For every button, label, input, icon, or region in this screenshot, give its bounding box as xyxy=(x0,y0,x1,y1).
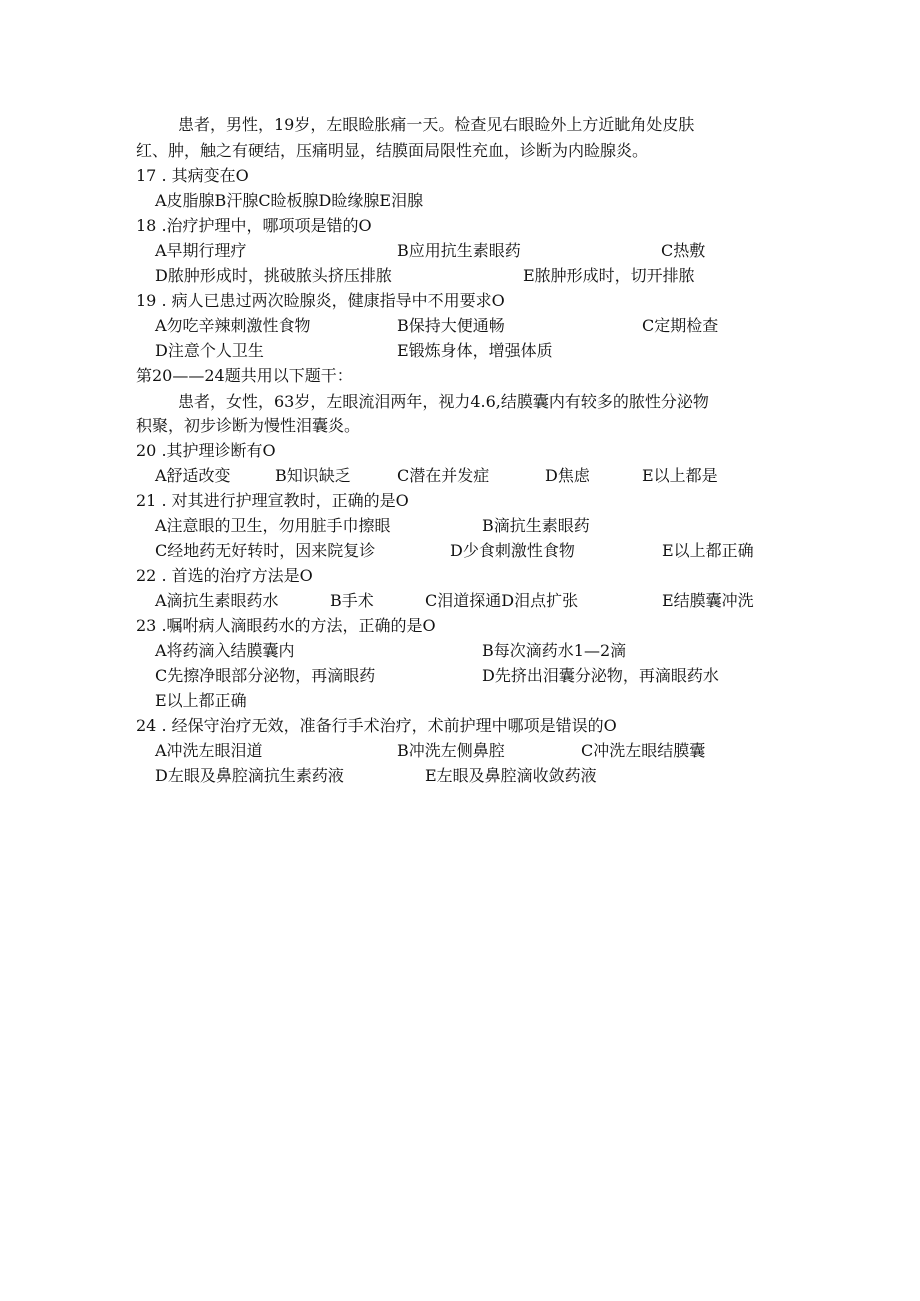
question-20-option-c: C潜在并发症 xyxy=(397,466,490,485)
question-23-option-b: B每次滴药水1—2滴 xyxy=(482,641,627,660)
question-18-option-b: B应用抗生素眼药 xyxy=(397,241,521,260)
question-23-option-d: D先挤出泪囊分泌物，再滴眼药水 xyxy=(482,666,719,685)
question-20-option-e: E以上都是 xyxy=(642,466,718,485)
case1-intro-line2: 红、肿，触之有硬结，压痛明显，结膜面局限性充血，诊断为内睑腺炎。 xyxy=(136,141,649,160)
question-22-stem: 22 . 首选的治疗方法是O xyxy=(136,566,313,585)
question-19-option-b: B保持大便通畅 xyxy=(397,316,505,335)
question-19-option-c: C定期检查 xyxy=(642,316,719,335)
question-21-option-b: B滴抗生素眼药 xyxy=(482,516,590,535)
group-heading-20-24: 第20——24题共用以下题干： xyxy=(136,366,353,385)
question-24-option-b: B冲洗左侧鼻腔 xyxy=(397,741,505,760)
question-22-option-e: E结膜囊冲洗 xyxy=(662,591,754,610)
question-24-stem: 24 . 经保守治疗无效，准备行手术治疗，术前护理中哪项是错误的O xyxy=(136,716,617,735)
question-22-option-cd: C泪道探通D泪点扩张 xyxy=(425,591,579,610)
question-18-option-a: A早期行理疗 xyxy=(155,241,247,260)
case1-intro-line1: 患者，男性，19岁，左眼睑胀痛一天。检查见右眼睑外上方近眦角处皮肤 xyxy=(178,115,695,134)
case2-intro-line2: 积聚，初步诊断为慢性泪囊炎。 xyxy=(136,416,361,435)
question-24-option-c: C冲洗左眼结膜囊 xyxy=(581,741,706,760)
question-19-option-d: D注意个人卫生 xyxy=(155,341,264,360)
question-21-option-d: D少食刺激性食物 xyxy=(450,541,575,560)
case2-intro-line1: 患者，女性，63岁，左眼流泪两年，视力4.6,结膜囊内有较多的脓性分泌物 xyxy=(178,392,709,411)
question-19-option-a: A勿吃辛辣刺激性食物 xyxy=(155,316,311,335)
question-21-option-c: C经地药无好转时，因来院复诊 xyxy=(155,541,376,560)
question-20-stem: 20 .其护理诊断有O xyxy=(136,441,276,460)
question-17-options: A皮脂腺B汗腺C睑板腺D睑缘腺E泪腺 xyxy=(155,191,424,210)
question-23-option-c: C先擦净眼部分泌物，再滴眼药 xyxy=(155,666,376,685)
question-22-option-a: A滴抗生素眼药水 xyxy=(155,591,279,610)
question-21-option-e: E以上都正确 xyxy=(662,541,754,560)
question-21-option-a: A注意眼的卫生，勿用脏手巾擦眼 xyxy=(155,516,391,535)
question-20-option-b: B知识缺乏 xyxy=(275,466,351,485)
question-20-option-d: D焦虑 xyxy=(545,466,590,485)
question-18-option-e: E脓肿形成时，切开排脓 xyxy=(523,266,695,285)
question-23-option-e: E以上都正确 xyxy=(155,691,247,710)
question-24-option-a: A冲洗左眼泪道 xyxy=(155,741,263,760)
question-18-option-c: C热敷 xyxy=(661,241,706,260)
question-17-stem: 17 . 其病变在O xyxy=(136,166,249,185)
question-23-option-a: A将药滴入结膜囊内 xyxy=(155,641,295,660)
question-18-option-d: D脓肿形成时，挑破脓头挤压排脓 xyxy=(155,266,392,285)
question-24-option-e: E左眼及鼻腔滴收敛药液 xyxy=(425,766,597,785)
question-20-option-a: A舒适改变 xyxy=(155,466,231,485)
question-23-stem: 23 .嘱咐病人滴眼药水的方法，正确的是O xyxy=(136,616,436,635)
question-19-option-e: E锻炼身体，增强体质 xyxy=(397,341,553,360)
question-19-stem: 19 . 病人已患过两次睑腺炎，健康指导中不用要求O xyxy=(136,291,505,310)
question-24-option-d: D左眼及鼻腔滴抗生素药液 xyxy=(155,766,344,785)
question-22-option-b: B手术 xyxy=(330,591,374,610)
question-18-stem: 18 .治疗护理中，哪项项是错的O xyxy=(136,216,372,235)
question-21-stem: 21 . 对其进行护理宣教时，正确的是O xyxy=(136,491,409,510)
